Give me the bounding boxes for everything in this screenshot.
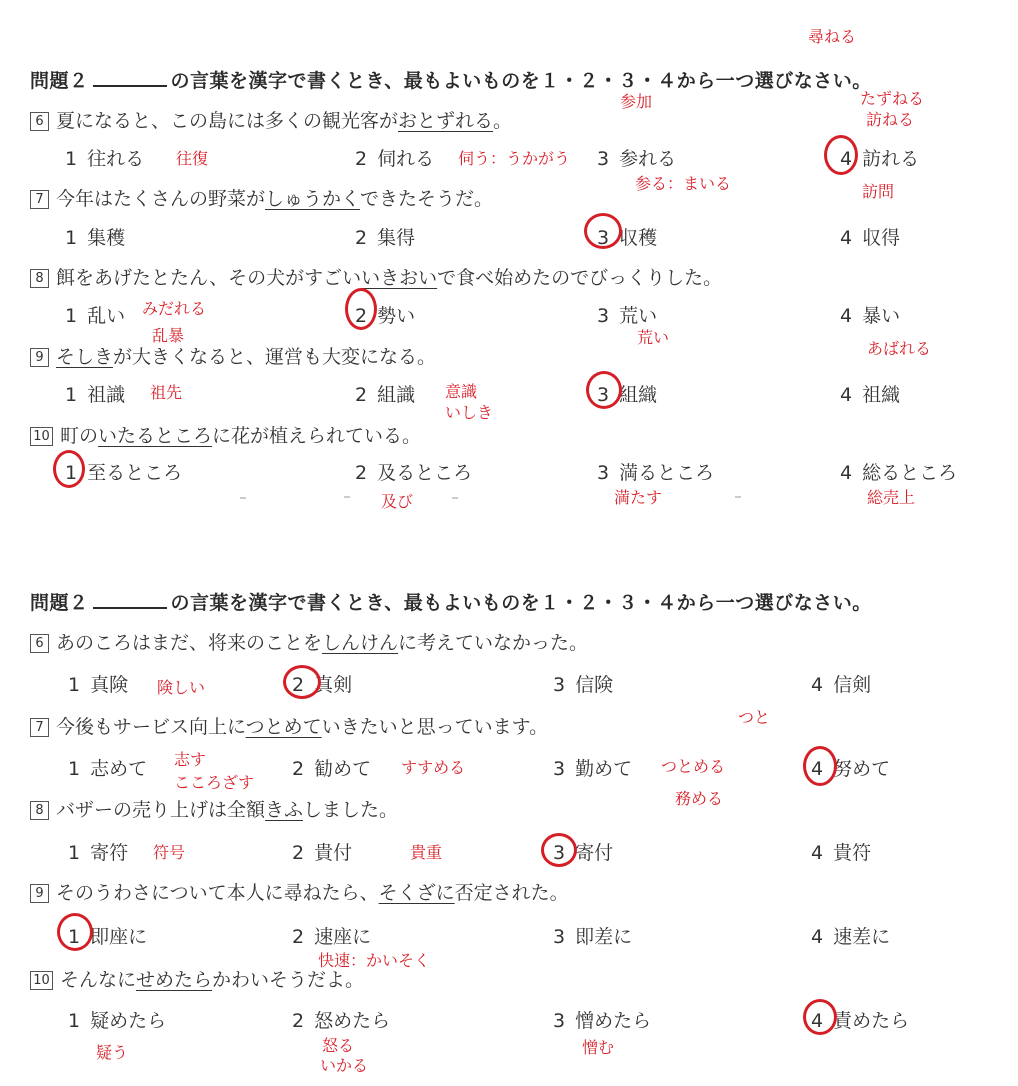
- option-text: 怒めたら: [314, 1010, 391, 1032]
- s2-q7-option-2[interactable]: [292, 754, 371, 781]
- note: 疑う: [96, 1043, 129, 1062]
- option-number: 4: [840, 305, 853, 327]
- note: すすめる: [401, 758, 466, 777]
- option-text: 疑めたら: [90, 1010, 167, 1032]
- s1-q6-option-1[interactable]: [65, 144, 144, 171]
- scan-speck: [344, 496, 350, 498]
- option-number: 3: [597, 462, 610, 484]
- option-text: 即座に: [90, 926, 148, 948]
- note: 総売上: [867, 488, 916, 507]
- option-number: 2: [355, 384, 368, 406]
- answer-circle: [283, 665, 321, 699]
- option-number: 2: [292, 758, 305, 780]
- s2-q8: [30, 795, 398, 822]
- s2-q8-option-1[interactable]: [68, 838, 128, 865]
- option-number: 2: [292, 842, 305, 864]
- question-number: 10: [30, 971, 53, 990]
- s1-q10-option-3[interactable]: [597, 458, 714, 485]
- option-text: 訪れる: [862, 148, 920, 170]
- note-tazuneru: 尋ねる: [808, 27, 857, 46]
- s1-q7-option-2[interactable]: [355, 223, 415, 250]
- target-word: しんけん: [322, 632, 399, 654]
- option-text: 勤めて: [575, 758, 633, 780]
- s2-q6-option-4[interactable]: [811, 670, 871, 697]
- option-text: 集得: [377, 227, 416, 249]
- question-text: かわいそうだよ。: [212, 969, 365, 991]
- option-number: 2: [355, 227, 368, 249]
- option-number: 2: [292, 1010, 305, 1032]
- note: 符号: [153, 843, 186, 862]
- s1-q10-option-4[interactable]: [840, 458, 957, 485]
- note: 志す: [174, 750, 207, 769]
- note: 怒る: [322, 1036, 355, 1055]
- answer-circle: [53, 450, 85, 488]
- option-text: 寄付: [575, 842, 614, 864]
- option-text: 組識: [377, 384, 416, 406]
- note: 訪問: [862, 182, 895, 201]
- option-text: 収得: [862, 227, 901, 249]
- question-number: 7: [30, 190, 49, 209]
- option-number: 3: [553, 842, 566, 864]
- option-text: 至るところ: [87, 462, 183, 484]
- section2-title-prefix: 問題２: [30, 592, 89, 614]
- option-text: 収穫: [619, 227, 658, 249]
- s2-q9-option-4[interactable]: [811, 922, 890, 949]
- note: 憎む: [582, 1038, 615, 1057]
- scan-speck: [452, 497, 458, 499]
- option-number: 4: [840, 148, 853, 170]
- question-text: いきたいと思っています。: [321, 716, 549, 738]
- option-text: 参れる: [619, 148, 677, 170]
- option-text: 憎めたら: [575, 1010, 652, 1032]
- section1-title-suffix: の言葉を漢字で書くとき、最もよいものを１・２・３・４から一つ選びなさい。: [170, 70, 872, 92]
- note: 満たす: [614, 488, 663, 507]
- s1-q8-option-3[interactable]: [597, 301, 657, 328]
- option-number: 4: [811, 1010, 824, 1032]
- section2-title: [30, 588, 872, 615]
- option-number: 4: [811, 926, 824, 948]
- answer-circle: [57, 913, 93, 951]
- answer-circle: [345, 288, 377, 330]
- option-text: 伺れる: [377, 148, 435, 170]
- option-text: 貴付: [314, 842, 353, 864]
- option-text: 速差に: [833, 926, 891, 948]
- question-number: 8: [30, 801, 49, 820]
- note: 乱暴: [152, 326, 185, 345]
- option-text: 組織: [619, 384, 658, 406]
- option-number: 1: [65, 305, 78, 327]
- option-number: 1: [68, 1010, 81, 1032]
- option-number: 4: [811, 674, 824, 696]
- section2-title-suffix: の言葉を漢字で書くとき、最もよいものを１・２・３・４から一つ選びなさい。: [170, 592, 872, 614]
- option-text: 即差に: [575, 926, 633, 948]
- s2-q10-option-3[interactable]: [553, 1006, 651, 1033]
- option-number: 3: [597, 384, 610, 406]
- s1-q9-option-1[interactable]: [65, 380, 125, 407]
- target-word: いきおい: [361, 267, 438, 289]
- note: 及び: [381, 492, 414, 511]
- scan-speck: [735, 496, 741, 498]
- note: 険しい: [157, 678, 206, 697]
- s1-q7-option-4[interactable]: [840, 223, 900, 250]
- s2-q8-option-4[interactable]: [811, 838, 871, 865]
- note: みだれる: [142, 299, 207, 318]
- note: 伺う：うかがう: [458, 149, 571, 168]
- target-word: いたるところ: [98, 425, 213, 447]
- option-text: 真険: [90, 674, 129, 696]
- option-text: 総るところ: [862, 462, 958, 484]
- option-number: 1: [68, 842, 81, 864]
- question-text: 。: [493, 110, 513, 132]
- s1-q10: [30, 421, 421, 448]
- option-number: 1: [68, 674, 81, 696]
- note: 訪ねる: [866, 110, 915, 129]
- option-text: 往れる: [87, 148, 145, 170]
- option-number: 2: [292, 674, 305, 696]
- question-number: 6: [30, 634, 49, 653]
- target-word: そくざに: [378, 882, 455, 904]
- option-number: 2: [292, 926, 305, 948]
- s2-q10-option-1[interactable]: [68, 1006, 166, 1033]
- note: 祖先: [150, 383, 183, 402]
- s2-q7-option-3[interactable]: [553, 754, 632, 781]
- question-number: 10: [30, 427, 53, 446]
- option-number: 1: [68, 926, 81, 948]
- note: こころざす: [174, 773, 255, 792]
- question-text: 餌をあげたとたん、その犬がすごい: [56, 267, 362, 289]
- question-text: が大きくなると、運営も大変になる。: [113, 346, 437, 368]
- option-text: 及るところ: [377, 462, 473, 484]
- s2-q9: [30, 878, 569, 905]
- note: つとめる: [661, 757, 726, 776]
- note: 参る：まいる: [635, 174, 732, 193]
- option-text: 祖識: [87, 384, 126, 406]
- option-text: 満るところ: [619, 462, 715, 484]
- option-text: 責めたら: [833, 1010, 910, 1032]
- s2-q6-option-3[interactable]: [553, 670, 613, 697]
- target-word: きふ: [265, 799, 304, 821]
- note: 参加: [620, 92, 653, 111]
- note: あばれる: [867, 339, 932, 358]
- answer-circle: [584, 213, 622, 249]
- option-number: 1: [65, 462, 78, 484]
- option-number: 1: [65, 227, 78, 249]
- title-blank: [93, 71, 167, 87]
- option-text: 勢い: [377, 305, 416, 327]
- s2-q10: [30, 965, 364, 992]
- question-text: 町の: [60, 425, 99, 447]
- s2-q6: [30, 628, 588, 655]
- answer-circle: [803, 746, 837, 786]
- question-text: 今後もサービス向上に: [56, 716, 246, 738]
- option-text: 寄符: [90, 842, 129, 864]
- s1-q6-option-3[interactable]: [597, 144, 676, 171]
- target-word: せめたら: [136, 969, 213, 991]
- section1-title: [30, 66, 872, 93]
- s1-q6-option-2[interactable]: [355, 144, 434, 171]
- s2-q7: [30, 712, 548, 739]
- option-text: 速座に: [314, 926, 372, 948]
- option-text: 貴符: [833, 842, 872, 864]
- question-text: で食べ始めたのでびっくりした。: [437, 267, 723, 289]
- option-number: 4: [811, 758, 824, 780]
- option-text: 努めて: [833, 758, 891, 780]
- option-number: 3: [597, 305, 610, 327]
- option-text: 暴い: [862, 305, 901, 327]
- question-number: 7: [30, 718, 49, 737]
- question-number: 6: [30, 112, 49, 131]
- option-number: 4: [840, 462, 853, 484]
- question-text: に考えていなかった。: [398, 632, 589, 654]
- option-text: 信険: [575, 674, 614, 696]
- scan-speck: [240, 497, 246, 499]
- question-text: そのうわさについて本人に尋ねたら、: [56, 882, 379, 904]
- answer-circle: [586, 371, 622, 409]
- option-number: 2: [355, 462, 368, 484]
- note: つと: [738, 708, 771, 727]
- option-number: 3: [553, 1010, 566, 1032]
- note: 荒い: [637, 328, 670, 347]
- s1-q8-option-1[interactable]: [65, 301, 125, 328]
- question-number: 8: [30, 269, 49, 288]
- s1-q7: [30, 184, 493, 211]
- option-number: 3: [597, 227, 610, 249]
- option-number: 1: [65, 384, 78, 406]
- note: 往復: [176, 149, 209, 168]
- note: 快速：かいそく: [318, 951, 431, 970]
- s2-q6-option-1[interactable]: [68, 670, 128, 697]
- target-word: つとめて: [245, 716, 322, 738]
- option-number: 3: [553, 926, 566, 948]
- question-text: に花が植えられている。: [212, 425, 422, 447]
- question-text: しました。: [303, 799, 399, 821]
- option-number: 3: [553, 758, 566, 780]
- s1-q9-option-2[interactable]: [355, 380, 415, 407]
- s2-q7-option-1[interactable]: [68, 754, 147, 781]
- option-text: 志めて: [90, 758, 148, 780]
- option-text: 荒い: [619, 305, 658, 327]
- question-text: バザーの売り上げは全額: [56, 799, 266, 821]
- s1-q8-option-4[interactable]: [840, 301, 900, 328]
- s1-q7-option-1[interactable]: [65, 223, 125, 250]
- target-word: しゅうかく: [265, 188, 361, 210]
- target-word: おとずれる: [398, 110, 494, 132]
- question-text: 否定された。: [454, 882, 569, 904]
- option-number: 4: [840, 227, 853, 249]
- option-number: 3: [597, 148, 610, 170]
- s2-q8-option-2[interactable]: [292, 838, 352, 865]
- option-text: 集穫: [87, 227, 126, 249]
- option-text: 信剣: [833, 674, 872, 696]
- note: たずねる: [860, 89, 925, 108]
- target-word: そしき: [56, 346, 114, 368]
- answer-circle: [803, 999, 837, 1035]
- note: 貴重: [410, 843, 443, 862]
- section1-title-prefix: 問題２: [30, 70, 89, 92]
- s2-q9-option-2[interactable]: [292, 922, 371, 949]
- note: 意識: [445, 382, 478, 401]
- note: 務める: [675, 789, 724, 808]
- s1-q10-option-2[interactable]: [355, 458, 472, 485]
- option-text: 勧めて: [314, 758, 372, 780]
- answer-circle: [824, 135, 858, 175]
- option-number: 2: [355, 305, 368, 327]
- option-text: 祖織: [862, 384, 901, 406]
- s1-q9-option-4[interactable]: [840, 380, 900, 407]
- note: いしき: [445, 403, 494, 422]
- question-text: そんなに: [60, 969, 137, 991]
- option-text: 真剣: [314, 674, 353, 696]
- question-number: 9: [30, 348, 49, 367]
- s1-q8: [30, 263, 722, 290]
- question-text: あのころはまだ、将来のことを: [56, 632, 323, 654]
- answer-circle: [541, 833, 577, 867]
- question-text: 夏になると、この島には多くの観光客が: [56, 110, 399, 132]
- option-number: 1: [68, 758, 81, 780]
- option-text: 乱い: [87, 305, 126, 327]
- question-text: できたそうだ。: [360, 188, 494, 210]
- s2-q10-option-2[interactable]: [292, 1006, 390, 1033]
- option-number: 4: [811, 842, 824, 864]
- option-number: 2: [355, 148, 368, 170]
- option-number: 4: [840, 384, 853, 406]
- question-text: 今年はたくさんの野菜が: [56, 188, 266, 210]
- s2-q9-option-3[interactable]: [553, 922, 632, 949]
- note: いかる: [320, 1056, 369, 1075]
- s1-q6: [30, 106, 512, 133]
- question-number: 9: [30, 884, 49, 903]
- option-number: 1: [65, 148, 78, 170]
- title-blank: [93, 593, 167, 609]
- option-number: 3: [553, 674, 566, 696]
- s1-q9: [30, 342, 436, 369]
